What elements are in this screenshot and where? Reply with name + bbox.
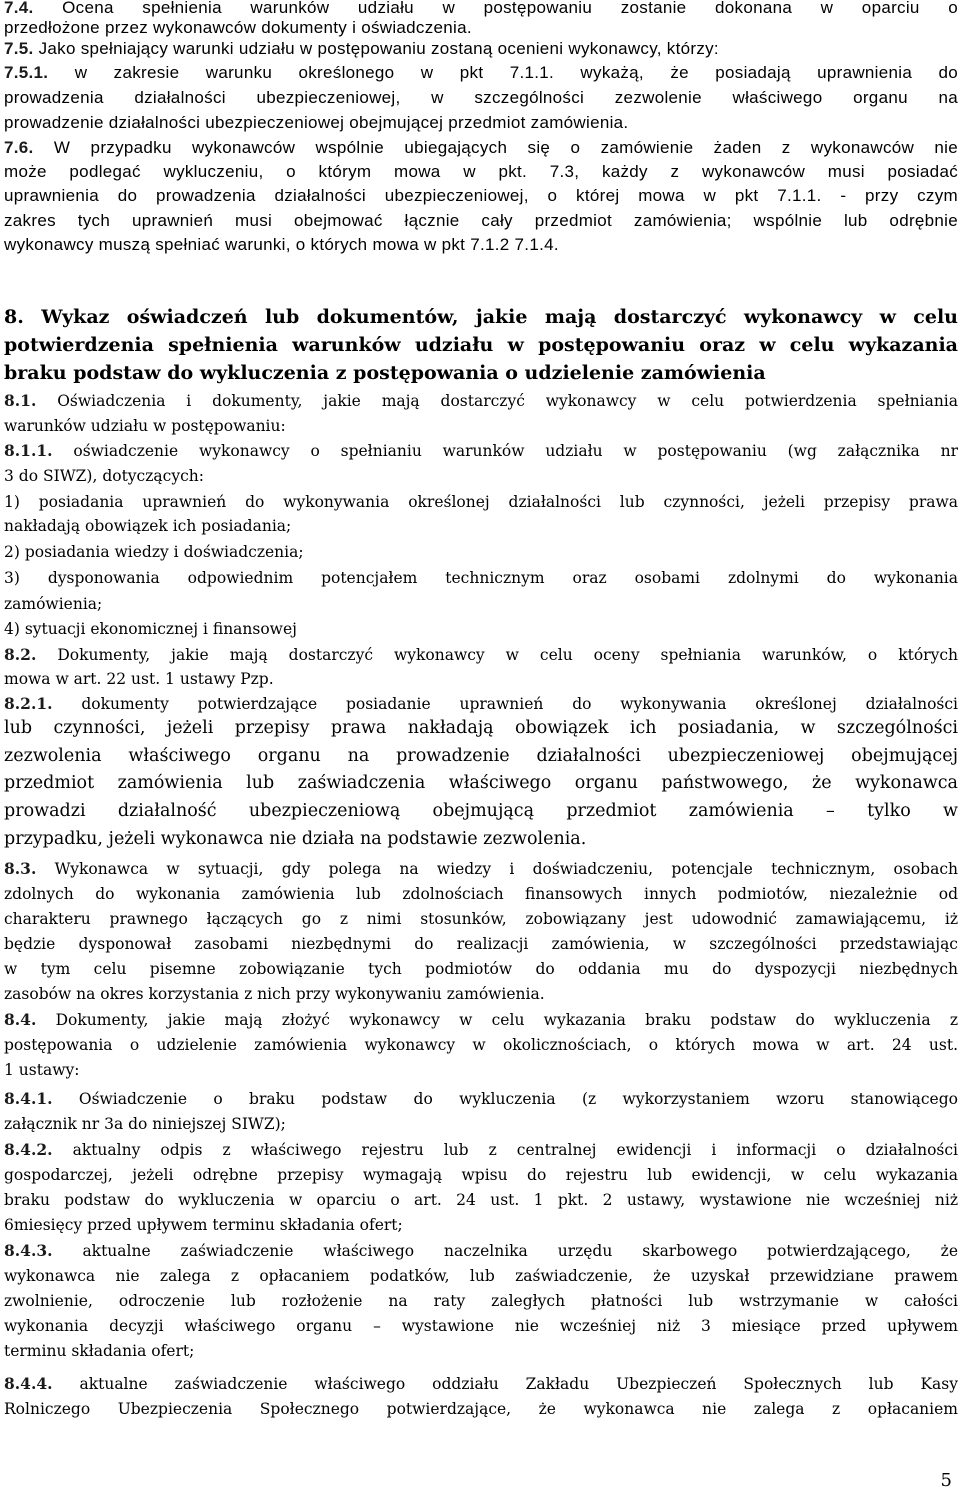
text-line — [4, 882, 958, 906]
clause-number: 8.4.4. — [4, 1374, 53, 1393]
text-line — [4, 1372, 958, 1396]
clause-text: Wykonawca w sytuacji, gdy polega na wiedzy i doświadczeniu, potencjale technicznym, osobach — [36, 860, 958, 878]
clause-text: Jako spełniający warunki udziału w postępowaniu zostaną ocenieni wykonawcy, którzy: — [33, 39, 719, 58]
text-line — [4, 1264, 958, 1288]
clause-text: 3 do SIWZ), dotyczących: — [4, 467, 204, 485]
clause-text: 6miesięcy przed upływem terminu składania ofert; — [4, 1216, 403, 1234]
clause-number: 8.2.1. — [4, 694, 53, 713]
clause-text: przedłożone przez wykonawców dokumenty i oświadczenia. — [4, 18, 472, 37]
heading-line: braku podstaw do wykluczenia z postępowania o udzielenie zamówienia — [4, 362, 766, 384]
clause-text: przypadku, jeżeli wykonawca nie działa na podstawie zezwolenia. — [4, 829, 587, 849]
clause-text: oświadczenie wykonawcy o spełnianiu warunków udziału w postępowaniu (wg załącznika nr — [52, 442, 958, 460]
text-line — [4, 37, 958, 61]
clause-text: Oświadczenie o braku podstaw do wykluczenia (z wykorzystaniem wzoru stanowiącego — [52, 1090, 958, 1108]
clause-number: 7.5. — [4, 39, 34, 58]
text-line — [4, 1008, 958, 1032]
clause-number: 8.2. — [4, 645, 37, 664]
clause-text: warunków udziału w postępowaniu: — [4, 417, 286, 435]
text-line — [4, 540, 958, 564]
clause-text: zasobów na okres korzystania z nich przy wykonywaniu zamówienia. — [4, 985, 545, 1003]
text-line — [4, 667, 958, 691]
page-number: 5 — [940, 1470, 952, 1491]
clause-text: prowadzenie działalności ubezpieczeniowej obejmującej przedmiot zamówienia. — [4, 113, 629, 132]
text-line — [4, 61, 958, 85]
text-line — [4, 111, 958, 135]
text-line — [4, 1339, 958, 1363]
text-line — [4, 1033, 958, 1057]
text-line — [4, 86, 958, 110]
clause-text: Oświadczenia i dokumenty, jakie mają dostarczyć wykonawcy w celu potwierdzenia spełniania — [36, 392, 958, 410]
clause-number: 8.1. — [4, 391, 37, 410]
clause-text: charakteru prawnego łączących go z nimi stosunków, zobowiązany jest udowodnić zamawiającemu, iż — [4, 910, 958, 928]
clause-text: będzie dysponował zasobami niezbędnymi do realizacji zamówienia, w szczególności przedstawiając — [4, 935, 958, 953]
text-line — [4, 566, 958, 590]
clause-text: uprawnienia do prowadzenia działalności ubezpieczeniowej, o której mowa w pkt 7.1.1. - przy czym — [4, 186, 958, 205]
text-line — [4, 1112, 958, 1136]
clause-text: wykonawca nie zalega z opłacaniem podatków, lub zaświadczenie, że uzyskał przewidziane prawem — [4, 1267, 958, 1285]
heading-line: potwierdzenia spełnienia warunków udziału w postępowaniu oraz w celu wykazania — [4, 334, 958, 356]
clause-text: prowadzi działalność ubezpieczeniową obejmującą przedmiot zamówienia – tylko w — [4, 801, 958, 821]
clause-text: nakładają obowiązek ich posiadania; — [4, 517, 292, 535]
text-line — [4, 514, 958, 538]
clause-text: terminu składania ofert; — [4, 1342, 195, 1360]
clause-text: Rolniczego Ubezpieczenia Społecznego potwierdzające, że wykonawca nie zalega z opłacaniem — [4, 1400, 958, 1418]
clause-number: 8.4.1. — [4, 1089, 53, 1108]
text-line — [4, 464, 958, 488]
clause-number: 8.4.3. — [4, 1241, 53, 1260]
clause-number: 7.5.1. — [4, 63, 49, 82]
text-line — [4, 233, 958, 257]
text-line — [4, 744, 958, 768]
clause-number: 7.6. — [4, 138, 34, 157]
text-line — [4, 592, 958, 616]
clause-text: Dokumenty, jakie mają złożyć wykonawcy w celu wykazania braku podstaw do wykluczenia z — [36, 1011, 958, 1029]
clause-text: w zakresie warunku określonego w pkt 7.1.1. wykażą, że posiadają uprawnienia do — [48, 63, 958, 82]
clause-text: załącznik nr 3a do niniejszej SIWZ); — [4, 1115, 286, 1133]
text-line — [4, 692, 958, 716]
text-line — [4, 414, 958, 438]
text-line — [4, 136, 958, 160]
clause-text: aktualne zaświadczenie właściwego naczelnika urzędu skarbowego potwierdzającego, że — [52, 1242, 958, 1260]
text-line — [4, 932, 958, 956]
text-line — [4, 389, 958, 413]
clause-text: może podlegać wykluczeniu, o którym mowa w pkt. 7.3, każdy z wykonawców musi posiadać — [4, 162, 958, 181]
clause-text: zakres tych uprawnień musi obejmować łącznie cały przedmiot zamówienia; wspólnie lub odrębnie — [4, 211, 958, 230]
text-line — [4, 160, 958, 184]
clause-text: mowa w art. 22 ust. 1 ustawy Pzp. — [4, 670, 274, 688]
text-line — [4, 1138, 958, 1162]
clause-text: wykonania decyzji właściwego organu – wystawione nie wcześniej niż 3 miesiące przed upływem — [4, 1317, 958, 1335]
text-line — [4, 857, 958, 881]
clause-text: zdolnych do wykonania zamówienia lub zdolnościach finansowych innych podmiotów, niezależnie od — [4, 885, 958, 903]
clause-text: zwolnienie, odroczenie lub rozłożenie na raty zaległych płatności lub wstrzymanie w całości — [4, 1292, 958, 1310]
text-line — [4, 1314, 958, 1338]
text-line — [4, 771, 958, 795]
clause-text: aktualne zaświadczenie właściwego oddziału Zakładu Ubezpieczeń Społecznych lub Kasy — [52, 1375, 958, 1393]
text-line — [4, 490, 958, 514]
clause-text: zezwolenia właściwego organu na prowadzenie działalności ubezpieczeniowej obejmującej — [4, 746, 958, 766]
text-line — [4, 184, 958, 208]
clause-number: 8.4. — [4, 1010, 37, 1029]
clause-text: postępowania o udzielenie zamówienia wykonawcy w okolicznościach, o których mowa w art. 24 ust. — [4, 1036, 958, 1054]
heading-line: 8. Wykaz oświadczeń lub dokumentów, jakie mają dostarczyć wykonawcy w celu — [4, 306, 958, 328]
text-line — [4, 1213, 958, 1237]
text-line — [4, 1058, 958, 1082]
clause-text: 2) posiadania wiedzy i doświadczenia; — [4, 543, 304, 561]
clause-text: zamówienia; — [4, 595, 103, 613]
text-line — [4, 1239, 958, 1263]
clause-text: prowadzenia działalności ubezpieczeniowej, w szczególności zezwolenie właściwego organu na — [4, 88, 958, 107]
text-line — [4, 1087, 958, 1111]
clause-text: 3) dysponowania odpowiednim potencjałem technicznym oraz osobami zdolnymi do wykonania — [4, 569, 958, 587]
clause-text: wykonawcy muszą spełniać warunki, o których mowa w pkt 7.1.2 7.1.4. — [4, 235, 559, 254]
text-line — [4, 827, 958, 851]
text-line — [4, 907, 958, 931]
clause-number: 7.4. — [4, 0, 34, 17]
text-line — [4, 716, 958, 740]
text-line — [4, 1188, 958, 1212]
clause-number: 8.3. — [4, 859, 37, 878]
clause-text: w tym celu pisemne zobowiązanie tych podmiotów do oddania mu do dyspozycji niezbędnych — [4, 960, 958, 978]
clause-text: dokumenty potwierdzające posiadanie uprawnień do wykonywania określonej działalności — [52, 695, 958, 713]
text-line — [4, 982, 958, 1006]
clause-number: 8.1.1. — [4, 441, 53, 460]
clause-number: 8.4.2. — [4, 1140, 53, 1159]
text-line — [4, 643, 958, 667]
clause-text: lub czynności, jeżeli przepisy prawa nakładają obowiązek ich posiadania, w szczególności — [4, 718, 958, 738]
text-line — [4, 439, 958, 463]
clause-text: 1) posiadania uprawnień do wykonywania określonej działalności lub czynności, jeżeli przepisy prawa — [4, 493, 958, 511]
clause-text: 1 ustawy: — [4, 1061, 80, 1079]
clause-text: aktualny odpis z właściwego rejestru lub z centralnej ewidencji i informacji o działalności — [52, 1141, 958, 1159]
text-line — [4, 1397, 958, 1421]
clause-text: W przypadku wykonawców wspólnie ubiegających się o zamówienie żaden z wykonawców nie — [33, 138, 958, 157]
text-line — [4, 957, 958, 981]
clause-text: braku podstaw do wykluczenia w oparciu o art. 24 ust. 1 pkt. 2 ustawy, wystawione nie wcześniej niż — [4, 1191, 958, 1209]
clause-text: przedmiot zamówienia lub zaświadczenia właściwego organu państwowego, że wykonawca — [4, 773, 958, 793]
clause-text: 4) sytuacji ekonomicznej i finansowej — [4, 620, 297, 638]
text-line — [4, 799, 958, 823]
text-line — [4, 209, 958, 233]
clause-text: Ocena spełnienia warunków udziału w postępowaniu zostanie dokonana w oparciu o — [33, 0, 958, 17]
text-line — [4, 1163, 958, 1187]
text-line — [4, 1289, 958, 1313]
clause-text: Dokumenty, jakie mają dostarczyć wykonawcy w celu oceny spełniania warunków, o których — [36, 646, 958, 664]
clause-text: gospodarczej, jeżeli odrębne przepisy wymagają wpisu do rejestru lub ewidencji, w celu wykazania — [4, 1166, 958, 1184]
text-line — [4, 617, 958, 641]
